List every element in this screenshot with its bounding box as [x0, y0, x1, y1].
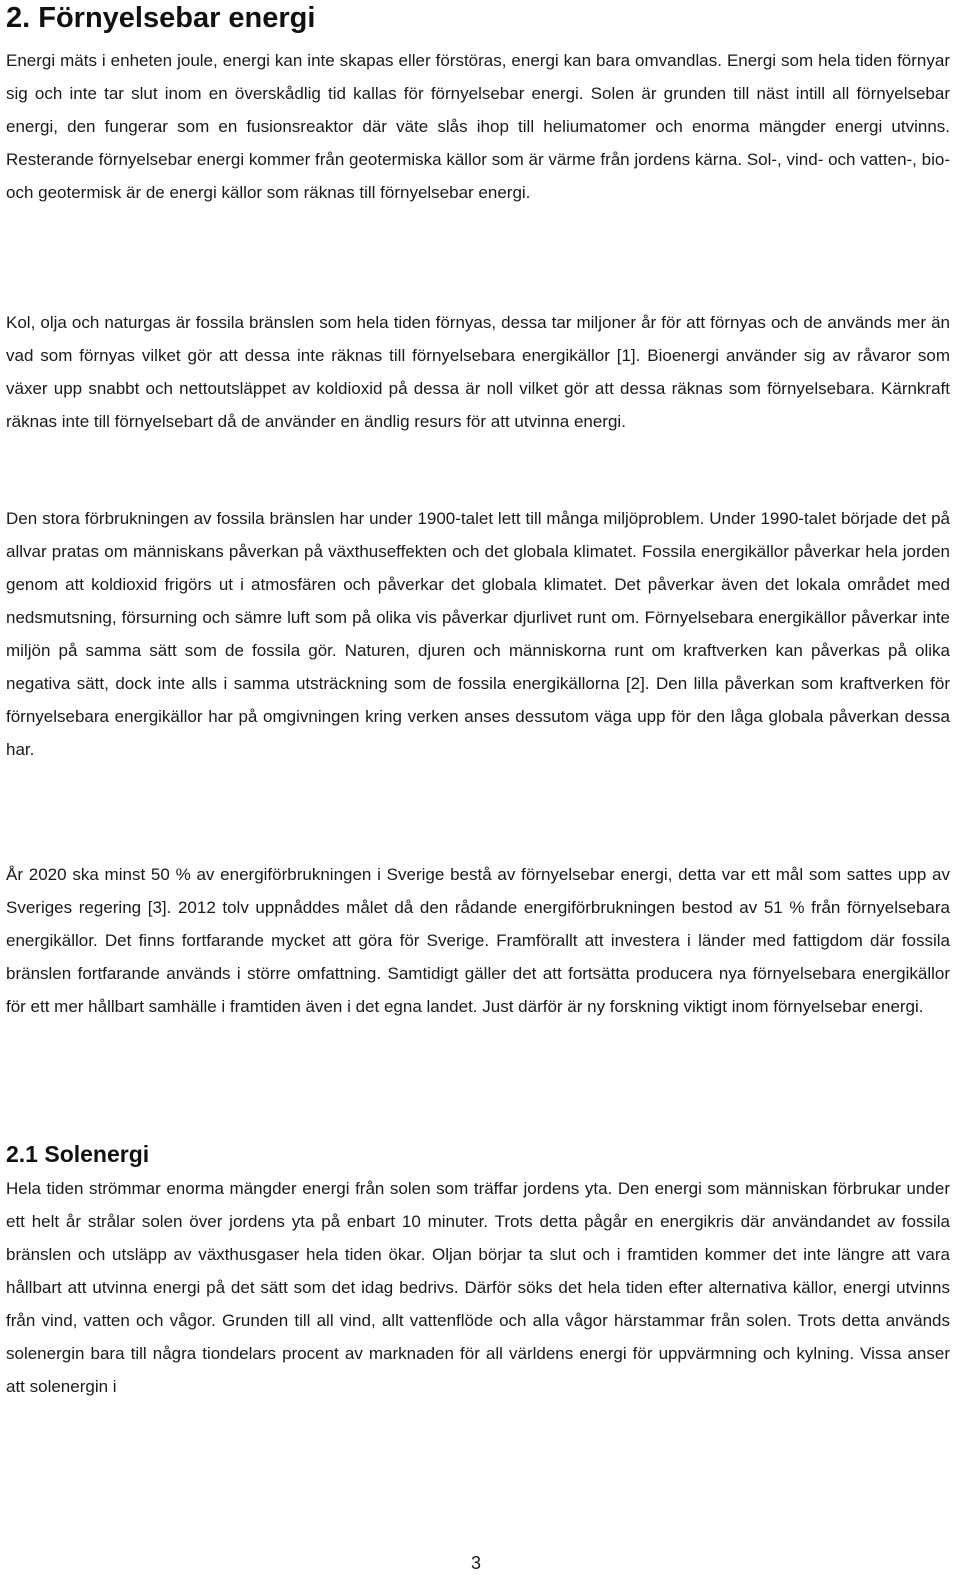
- page-number: 3: [470, 1553, 481, 1573]
- body-paragraph: Energi mäts i enheten joule, energi kan inte skapas eller förstöras, energi kan bara omvandlas. Energi som hela tiden förnyar sig och inte tar slut inom en överskådlig tid kallas för förnyelsebar energi. Solen är grunden till näst intill all förnyelsebar energi, den fungerar som en fusionsreaktor där väte slås ihop till heliumatomer och enorma mängder energi utvinns. Resterande förnyelsebar energi kommer från geotermiska källor som är värme från jordens kärna. Sol-, vind- och vatten-, bio- och geotermisk är de energi källor som räknas till förnyelsebar energi.: [6, 51, 950, 202]
- body-paragraph: Den stora förbrukningen av fossila bränslen har under 1900-talet lett till många miljöproblem. Under 1990-talet började det på allvar pratas om människans påverkan på växthuseffekten och det globala klimatet. Fossila energikällor påverkar hela jorden genom att koldioxid frigörs ut i atmosfären och påverkar det globala klimatet. Det påverkar även det lokala området med nedsmutsning, försurning och sämre luft som på olika vis påverkar djurlivet runt om. Förnyelsebara energikällor påverkar inte miljön på samma sätt som de fossila gör. Naturen, djuren och människorna runt om kraftverken kan påverkas på olika negativa sätt, dock inte alls i samma utsträckning som de fossila energikällorna [2]. Den lilla påverkan som kraftverken för förnyelsebara energikällor har på omgivningen kring verken anses dessutom väga upp för den låga globala påverkan dessa har.: [6, 509, 950, 759]
- subsection-heading: 2.1 Solenergi: [6, 1141, 150, 1167]
- body-paragraph: Hela tiden strömmar enorma mängder energi från solen som träffar jordens yta. Den energi som människan förbrukar under ett helt år strålar solen över jordens yta på enbart 10 minuter. Trots detta pågår en energikris där användandet av fossila bränslen och utsläpp av växthusgaser hela tiden ökar. Oljan börjar ta slut och i framtiden kommer det inte längre att vara hållbart att utvinna energi på det sätt som det idag bedrivs. Därför söks det hela tiden efter alternativa källor, energi utvinns från vind, vatten och vågor. Grunden till all vind, allt vattenflöde och alla vågor härstammar från solen. Trots detta används solenergin bara till några tiondelars procent av marknaden för all världens energi för uppvärmning och kylning. Vissa anser att solenergin i: [6, 1179, 950, 1396]
- body-paragraph: År 2020 ska minst 50 % av energiförbrukningen i Sverige bestå av förnyelsebar energi, detta var ett mål som sattes upp av Sveriges regering [3]. 2012 tolv uppnåddes målet då den rådande energiförbrukningen bestod av 51 % från förnyelsebara energikällor. Det finns fortfarande mycket att göra för Sverige. Framförallt att investera i länder med fattigdom där fossila bränslen fortfarande används i större omfattning. Samtidigt gäller det att fortsätta producera nya förnyelsebara energikällor för ett mer hållbart samhälle i framtiden även i det egna landet. Just därför är ny forskning viktigt inom förnyelsebar energi.: [6, 865, 950, 1016]
- section-heading: 2. Förnyelsebar energi: [6, 2, 316, 34]
- body-paragraph: Kol, olja och naturgas är fossila bränslen som hela tiden förnyas, dessa tar miljoner år för att förnyas och de används mer än vad som förnyas vilket gör att dessa inte räknas till förnyelsebara energikällor [1]. Bioenergi använder sig av råvaror som växer upp snabbt och nettoutsläppet av koldioxid på dessa är noll vilket gör att dessa räknas som förnyelsebara. Kärnkraft räknas inte till förnyelsebart då de använder en ändlig resurs för att utvinna energi.: [6, 313, 950, 431]
